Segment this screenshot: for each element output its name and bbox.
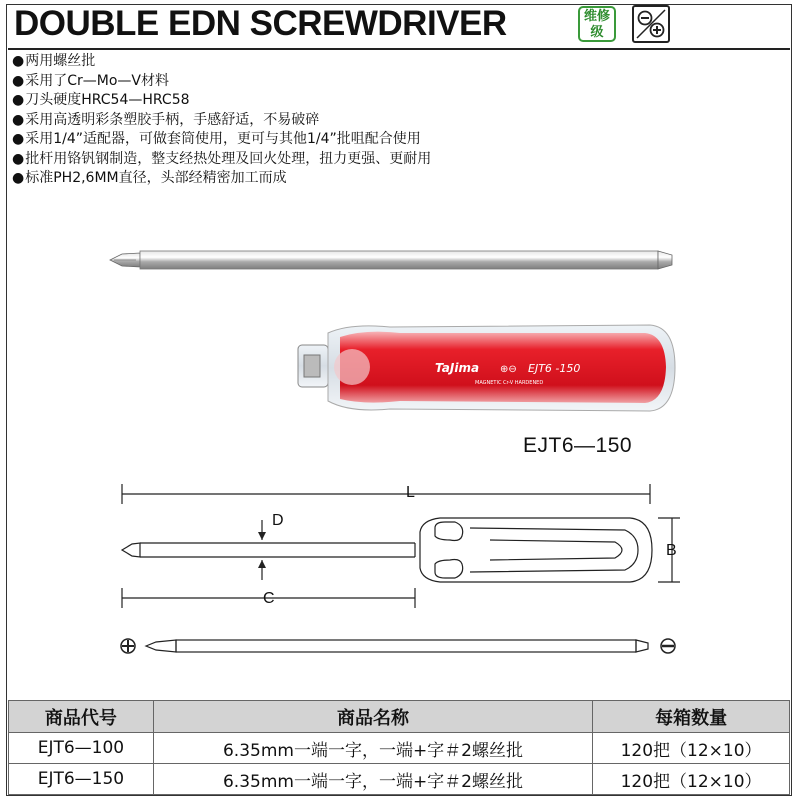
- grade-badge: [578, 6, 616, 42]
- feature-item: ● 采用1/4”适配器，可做套筒使用，更可与其他1/4”批咀配合使用: [12, 130, 431, 150]
- slotted-plus-phillips-icon: [632, 5, 670, 43]
- screwdriver-shaft-image: [100, 240, 680, 280]
- box-quantity-cell: 120把（12×10）: [593, 733, 790, 764]
- feature-item: ● 采用高透明彩条塑胶手柄，手感舒适，不易破碎: [12, 111, 431, 131]
- table-row: [9, 733, 790, 764]
- dimension-label-L: L: [406, 484, 415, 501]
- feature-list: [12, 52, 431, 189]
- column-header: 每箱数量: [593, 701, 790, 733]
- slotted-tip-icon: [661, 639, 675, 653]
- feature-item: ● 标准PH2,6MM直径，头部经精密加工而成: [12, 169, 431, 189]
- phillips-tip-icon: [121, 639, 135, 653]
- screwdriver-handle-image: [290, 315, 680, 420]
- table-row: [9, 764, 790, 795]
- spec-table: [8, 700, 790, 795]
- dimension-label-C: C: [263, 590, 275, 607]
- handle-model: EJT6 -150: [528, 362, 581, 375]
- column-header: 商品代号: [9, 701, 154, 733]
- product-code-cell: EJT6—150: [9, 764, 154, 795]
- feature-item: ● 两用螺丝批: [12, 52, 431, 72]
- grade-badge-line2: 级: [590, 25, 604, 40]
- dimension-label-D: D: [272, 512, 284, 529]
- handle-tip-symbols: ⊕⊖: [500, 364, 517, 375]
- page-title: DOUBLE EDN SCREWDRIVER: [14, 4, 507, 43]
- dimension-drawing: [110, 480, 700, 680]
- feature-item: ● 刀头硬度HRC54—HRC58: [12, 91, 431, 111]
- product-name-cell: 6.35mm一端一字，一端+字＃2螺丝批: [153, 764, 592, 795]
- product-name-cell: 6.35mm一端一字，一端+字＃2螺丝批: [153, 733, 592, 764]
- handle-brand: TaJima: [435, 361, 480, 375]
- feature-item: ● 采用了Cr—Mo—V材料: [12, 72, 431, 92]
- title-divider: [8, 48, 790, 50]
- dimension-label-B: B: [666, 542, 677, 559]
- column-header: 商品名称: [153, 701, 592, 733]
- model-label: EJT6—150: [523, 434, 633, 457]
- grade-badge-line1: 维修: [583, 9, 610, 24]
- feature-item: ● 批杆用铬钒钢制造，整支经热处理及回火处理，扭力更强、更耐用: [12, 150, 431, 170]
- box-quantity-cell: 120把（12×10）: [593, 764, 790, 795]
- handle-small-text: MAGNETIC Cr-V HARDENED: [475, 380, 544, 386]
- product-code-cell: EJT6—100: [9, 733, 154, 764]
- table-header-row: [9, 701, 790, 733]
